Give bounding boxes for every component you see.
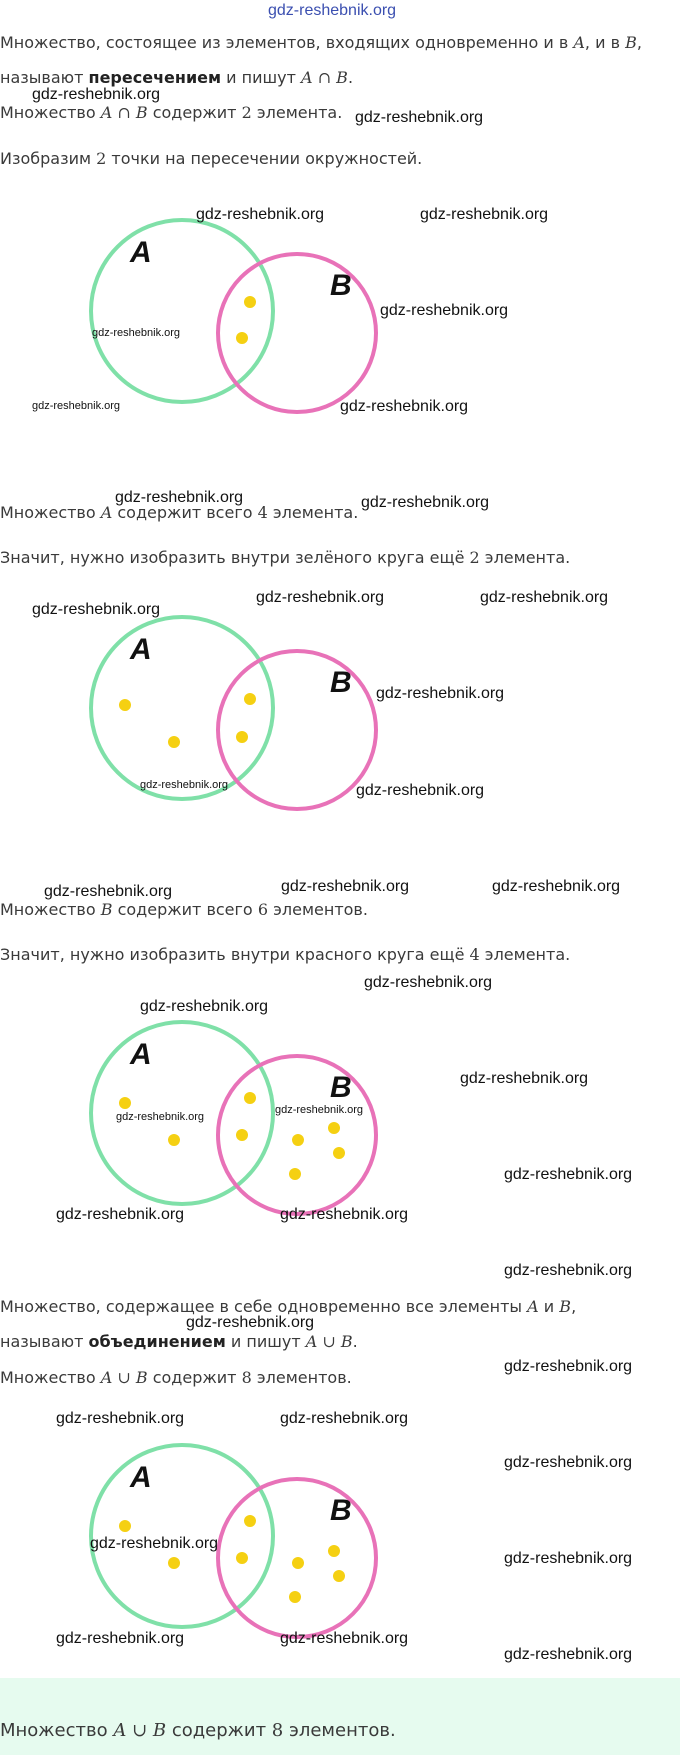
watermark: gdz-reshebnik.org [256,589,385,606]
count-number: 4 [469,945,480,964]
text: называют [0,68,89,87]
watermark: gdz-reshebnik.org [281,878,410,895]
text: содержит [166,1720,272,1741]
watermark: gdz-reshebnik.org [356,782,485,799]
dot-a-only [168,1557,180,1569]
watermark: gdz-reshebnik.org [376,685,505,702]
watermark: gdz-reshebnik.org [361,494,490,511]
watermark: gdz-reshebnik.org [32,400,121,412]
watermark: gdz-reshebnik.org [504,1646,633,1663]
watermark: gdz-reshebnik.org [480,589,609,606]
watermark: gdz-reshebnik.org [275,1104,364,1116]
set-b-count-line [0,899,368,921]
text: , [636,33,642,52]
set-a-symbol: A [573,33,585,52]
text: . [347,68,354,87]
dot-intersection [236,731,248,743]
text: элементов. [268,900,368,919]
watermark: gdz-reshebnik.org [504,1550,633,1567]
text: элемента. [267,503,359,522]
count-number: 2 [241,103,252,122]
watermark: gdz-reshebnik.org [504,1262,633,1279]
dot-intersection [244,1515,256,1527]
watermark: gdz-reshebnik.org [280,1410,409,1427]
text: точки на пересечении окружностей. [106,149,423,168]
watermark: gdz-reshebnik.org [355,109,484,126]
text: Множество, состоящее из элементов, входящих одновременно и в [0,33,574,52]
set-a-symbol: A [100,503,113,522]
watermark: gdz-reshebnik.org [380,302,509,319]
watermark: gdz-reshebnik.org [140,998,269,1015]
label-b: B [330,1071,352,1104]
dot-a-only [168,1134,180,1146]
label-b: B [330,1494,352,1527]
text: называют [0,1332,89,1351]
text: элемента. [479,548,571,567]
label-a: A [130,1461,152,1494]
count-number: 8 [271,1720,284,1741]
draw-green-instruction [0,547,570,569]
dot-b-only [289,1168,301,1180]
union-expression: A ∪ B [100,1368,148,1387]
watermark: gdz-reshebnik.org [32,86,161,103]
text: содержит [147,103,242,122]
text: элемента. [251,103,343,122]
count-number: 4 [257,503,268,522]
text: Значит, нужно изобразить внутри красного круга ещё [0,945,470,964]
term-union: объединением [88,1332,226,1351]
dot-intersection [236,1129,248,1141]
intersection-expression: A ∩ B [301,68,348,87]
dot-b-only [292,1134,304,1146]
answer-box [0,1678,680,1755]
text: Множество [0,103,101,122]
venn-diagram-2 [0,612,680,822]
count-number: 2 [469,548,480,567]
watermark: gdz-reshebnik.org [280,1206,409,1223]
watermark: gdz-reshebnik.org [92,327,181,339]
text: Значит, нужно изобразить внутри зелёного круга ещё [0,548,470,567]
text: и пишут [225,1332,306,1351]
intersection-expression: A ∩ B [100,103,148,122]
text: . [352,1332,358,1351]
text: Множество [0,1720,114,1741]
circle-a [91,220,273,402]
text: Множество [0,900,101,919]
watermark: gdz-reshebnik.org [186,1314,315,1331]
dot-b-only [333,1147,345,1159]
text: Множество [0,1368,101,1387]
label-b: B [330,269,352,302]
draw-intersection-instruction [0,148,422,170]
intersection-count-line [0,102,342,124]
watermark: gdz-reshebnik.org [364,974,493,991]
text: содержит [147,1368,242,1387]
dot-intersection [244,1092,256,1104]
answer-line [0,1720,396,1742]
text: , и в [584,33,626,52]
label-b: B [330,666,352,699]
text: Множество, содержащее в себе одновременно все элементы [0,1297,528,1316]
text: элемента. [479,945,571,964]
venn-diagram-3 [0,1017,680,1227]
label-a: A [130,236,152,269]
draw-red-instruction [0,944,570,966]
union-count-line [0,1367,352,1389]
set-a-symbol: A [527,1297,539,1316]
union-expression: A ∪ B [113,1720,167,1741]
count-number: 8 [241,1368,252,1387]
set-b-symbol: B [100,900,113,919]
union-expression: A ∪ B [305,1332,353,1351]
count-number: 2 [96,149,107,168]
dot-a-only [168,736,180,748]
set-b-symbol: B [559,1297,572,1316]
watermark: gdz-reshebnik.org [140,779,229,791]
site-header-link[interactable]: gdz-reshebnik.org [268,2,397,19]
watermark: gdz-reshebnik.org [56,1206,185,1223]
watermark: gdz-reshebnik.org [460,1070,589,1087]
dot-intersection [244,296,256,308]
label-a: A [130,633,152,666]
text: Множество [0,503,101,522]
watermark: gdz-reshebnik.org [280,1630,409,1647]
watermark: gdz-reshebnik.org [492,878,621,895]
text: элементов. [283,1720,396,1741]
dot-b-only [292,1557,304,1569]
definition-union-line2 [0,1331,358,1353]
set-b-symbol: B [625,33,637,52]
watermark: gdz-reshebnik.org [90,1535,219,1552]
text: содержит всего [112,503,258,522]
watermark: gdz-reshebnik.org [44,883,173,900]
circle-a [91,617,273,799]
dot-a-only [119,699,131,711]
watermark: gdz-reshebnik.org [32,601,161,618]
dot-intersection [236,1552,248,1564]
circle-b [218,651,376,809]
dot-b-only [328,1122,340,1134]
dot-b-only [289,1591,301,1603]
definition-intersection-line1 [0,32,642,54]
text: элементов. [251,1368,352,1387]
watermark: gdz-reshebnik.org [115,489,244,506]
term-intersection: пересечением [88,68,222,87]
text: Изобразим [0,149,97,168]
watermark: gdz-reshebnik.org [56,1630,185,1647]
dot-b-only [333,1570,345,1582]
watermark: gdz-reshebnik.org [420,206,549,223]
watermark: gdz-reshebnik.org [504,1454,633,1471]
text: и [538,1297,560,1316]
label-a: A [130,1038,152,1071]
text: , [571,1297,577,1316]
text: содержит всего [112,900,258,919]
dot-a-only [119,1097,131,1109]
watermark: gdz-reshebnik.org [56,1410,185,1427]
venn-diagram-1 [0,215,680,425]
watermark: gdz-reshebnik.org [116,1111,205,1123]
text: и пишут [221,68,302,87]
dot-intersection [236,332,248,344]
dot-intersection [244,693,256,705]
count-number: 6 [257,900,268,919]
watermark: gdz-reshebnik.org [196,206,325,223]
watermark: gdz-reshebnik.org [504,1358,633,1375]
dot-a-only [119,1520,131,1532]
watermark: gdz-reshebnik.org [340,398,469,415]
watermark: gdz-reshebnik.org [504,1166,633,1183]
dot-b-only [328,1545,340,1557]
